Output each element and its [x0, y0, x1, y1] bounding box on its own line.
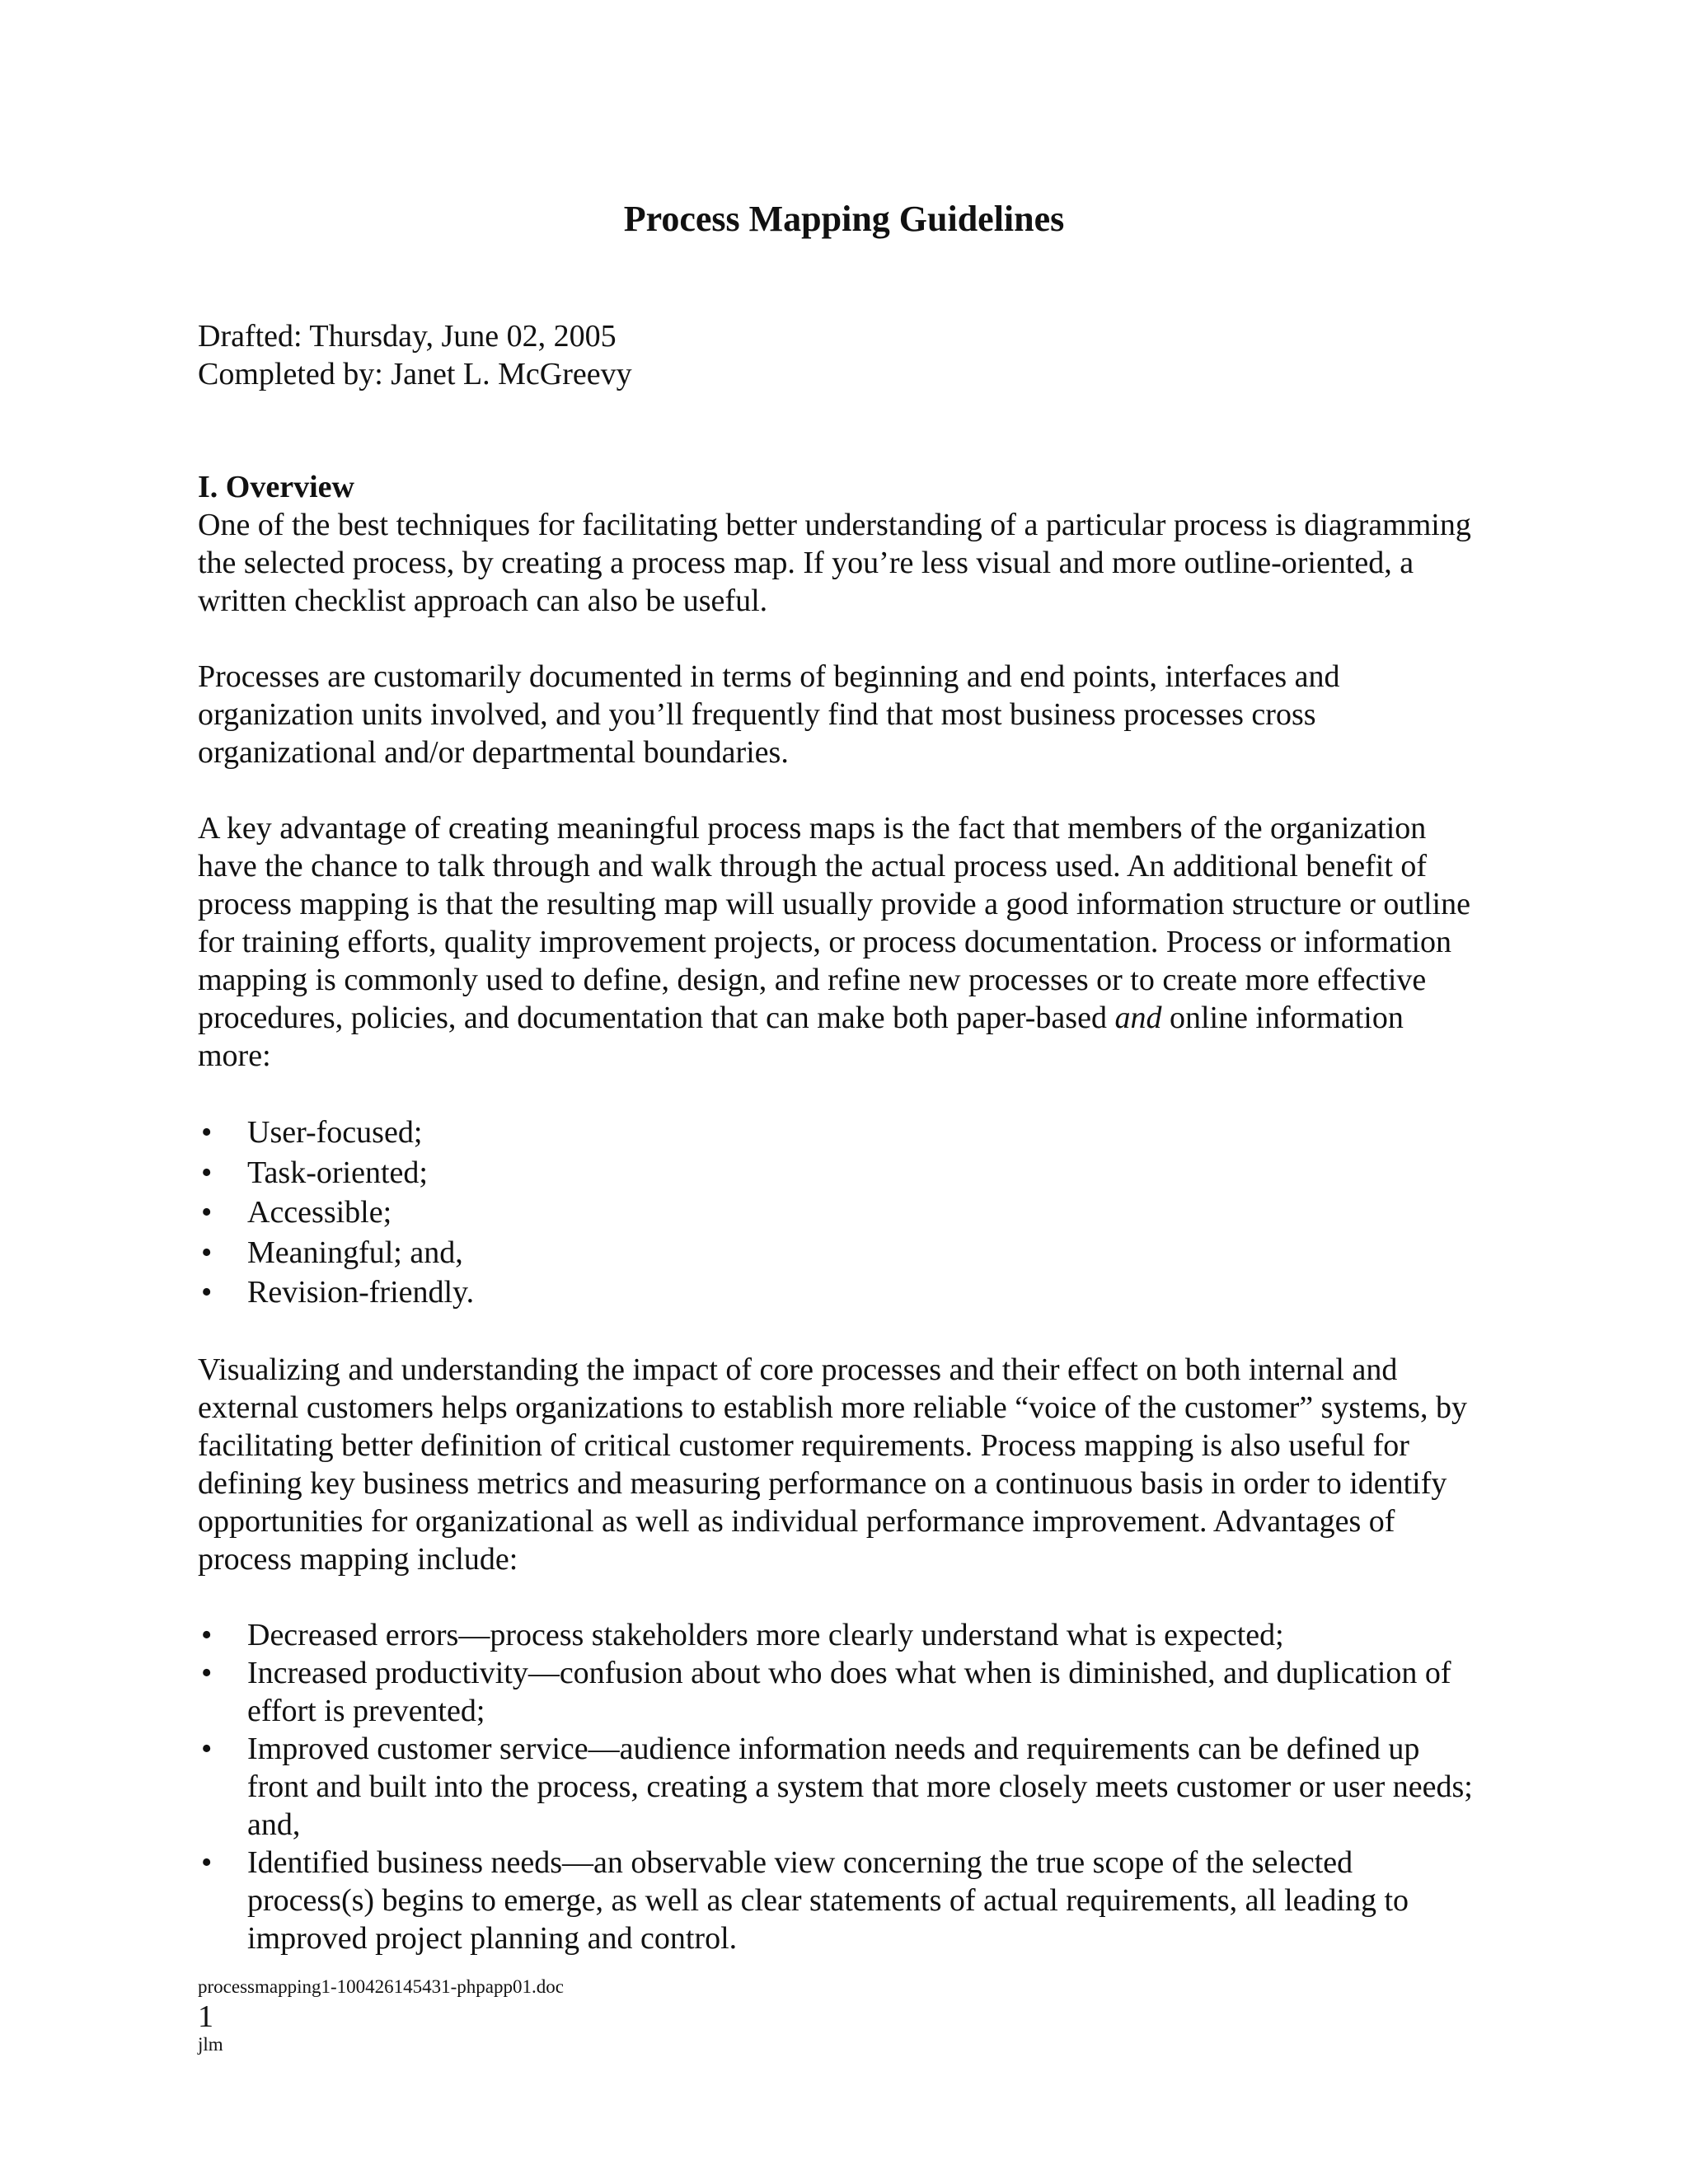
list-item: • Accessible;: [198, 1193, 1484, 1233]
footer-initials: jlm: [198, 2034, 223, 2055]
document-title: Process Mapping Guidelines: [623, 199, 1065, 239]
bullet-icon: •: [201, 1275, 213, 1310]
paragraph-3-text-a: A key advantage of creating meaningful process maps is the fact that members of the organization have the chance to talk through and walk through the actual process used. An additional benefit of process mapping is that the resulting map will usually provide a good information structure or outline for training efforts, quality improvement projects, or process documentation. Process or information mapping is commonly used to define, design, and refine new processes or to create more effective procedures, policies, and documentation that can make both paper-based: [198, 811, 1470, 1035]
bullet-list-qualities: [198, 1113, 1484, 1313]
page-number: 1: [198, 1999, 213, 2034]
list-item: • Task-oriented;: [198, 1153, 1484, 1193]
bullet-icon: •: [201, 1235, 213, 1270]
paragraph-3: [198, 809, 1484, 1075]
completed-by: Completed by: Janet L. McGreevy: [198, 357, 632, 391]
bullet-icon: •: [201, 1731, 213, 1766]
bullet-icon: •: [201, 1655, 213, 1690]
document-body: [198, 317, 1484, 1957]
list-item: • Meaningful; and,: [198, 1233, 1484, 1273]
list-item: • Decreased errors—process stakeholders more clearly understand what is expected;: [201, 1617, 1284, 1652]
paragraph-2: Processes are customarily documented in terms of beginning and end points, interfaces and organization units involved, and you’ll frequently find that most business processes cross organizational and/or departmental boundaries.: [198, 659, 1340, 770]
footer-filename: processmapping1-100426145431-phpapp01.doc: [198, 1976, 564, 1997]
bullet-icon: •: [201, 1115, 213, 1150]
list-item: • Improved customer service—audience information needs and requirements can be defined up front and built into the process, creating a system that more closely meets customer or user needs; and,: [201, 1731, 1473, 1842]
bullet-icon: •: [201, 1844, 213, 1880]
drafted-date: Drafted: Thursday, June 02, 2005: [198, 319, 617, 354]
paragraph-3-text-b: online information more:: [198, 1001, 1404, 1073]
bullet-icon: •: [201, 1617, 213, 1652]
list-item: • Identified business needs—an observable view concerning the true scope of the selected process(s) begins to emerge, as well as clear statements of actual requirements, all leading to improved project planning and control.: [201, 1844, 1409, 1956]
paragraph-3-italic-and: and: [1114, 1001, 1162, 1035]
bullet-icon: •: [201, 1155, 213, 1190]
paragraph-4: Visualizing and understanding the impact of core processes and their effect on both internal and external customers helps organizations to establish more reliable “voice of the customer” systems, by facilitating better definition of critical customer requirements. Process mapping is also useful for defining key business metrics and measuring performance on a continuous basis in order to identify opportunities for organizational as well as individual performance improvement. Advantages of process mapping include:: [198, 1352, 1467, 1577]
paragraph-1: One of the best techniques for facilitating better understanding of a particular process is diagramming the selected process, by creating a process map. If you’re less visual and more outline-oriented, a written checklist approach can also be useful.: [198, 508, 1471, 618]
list-item: • User-focused;: [198, 1113, 1484, 1153]
bullet-list-advantages: [198, 1616, 1484, 1957]
section-heading-overview: I. Overview: [198, 470, 354, 504]
bullet-icon: •: [201, 1195, 213, 1230]
list-item: • Increased productivity—confusion about who does what when is diminished, and duplication of effort is prevented;: [201, 1655, 1451, 1728]
list-item: • Revision-friendly.: [198, 1272, 1484, 1313]
